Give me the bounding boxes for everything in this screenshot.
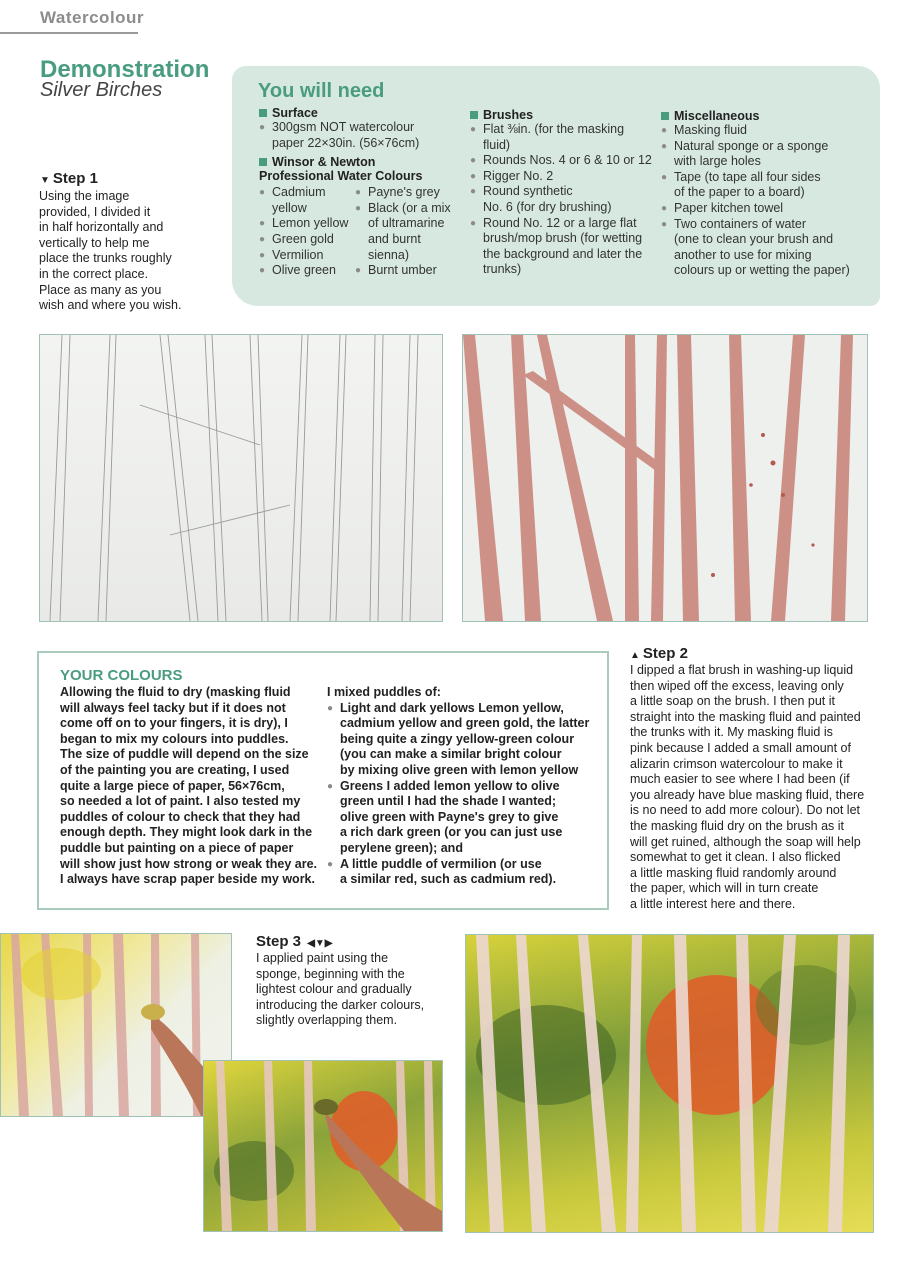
list-item: ● Rigger No. 2 [470,169,660,185]
you-will-need-title: You will need [258,80,385,102]
your-colours-title: YOUR COLOURS [60,667,183,684]
list-item [327,779,597,857]
list-item: ● Green gold [259,232,349,248]
section-divider [0,32,138,34]
step2-heading-text: Step 2 [642,645,688,662]
need-col-2 [470,108,660,278]
list-item: ● Natural sponge or a sponge with large holes [661,139,871,170]
surface-heading: Surface [259,106,469,120]
misc-heading: Miscellaneous [661,109,871,123]
step3-sponge-photo-2 [203,1060,443,1232]
step2-heading [630,645,688,662]
surface-list [259,120,469,151]
down-arrow-icon: ▼ [40,175,50,186]
up-arrow-icon: ▲ [630,650,640,661]
demo-subtitle: Silver Birches [40,79,163,101]
list-item: ● Rounds Nos. 4 or 6 & 10 or 12 [470,153,660,169]
list-item: ● Paper kitchen towel [661,201,871,217]
square-bullet-icon [470,111,478,119]
list-item: ● Flat ⅜in. (for the masking fluid) [470,122,660,153]
colours-list-a [259,185,349,279]
pink-trunks-illustration [463,335,867,621]
list-item: ● Two containers of water (one to clean your brush and another to use for mixing colours up or wetting the paper) [661,217,871,279]
bullet-text: I added lemon yellow to olive green until I had the shade I wanted; olive green with Payne's grey to give a rich dark green (or you can just use perylene green); and [340,778,563,855]
list-item: ● Tape (to tape all four sides of the paper to a board) [661,170,871,201]
square-bullet-icon [259,109,267,117]
square-bullet-icon [661,112,669,120]
list-item: ● Round synthetic No. 6 (for dry brushing) [470,184,660,215]
list-item: ● Round No. 12 or a large flat brush/mop brush (for wetting the background and later the trunks) [470,216,660,278]
list-item: ● Olive green [259,263,349,279]
demo-title: Demonstration [40,56,210,83]
step3-heading-text: Step 3 [256,933,302,950]
list-item: ● Black (or a mix of ultramarine and burnt sienna) [355,201,465,263]
list-item: ● Lemon yellow [259,216,349,232]
your-colours-text: Allowing the fluid to dry (masking fluid will always feel tacky but if it does not come off on to your fingers, it is dry), I began to mix my colours into puddles. The size of puddle will depend on the size of the painting you are creating, I used quite a large piece of paper, 56×76cm, so needed a lot of paint. I also tested my puddles of colour to check that they had enough depth. They might look dark in the puddle but painting on a piece of paper will show just how strong or weak they are. I always have scrap paper beside my work. [60,685,317,887]
bullet-label: A little puddle of vermilion [340,856,497,871]
step2-text: I dipped a flat brush in washing-up liquid then wiped off the excess, leaving only a little soap on the brush. I then put it straight into the masking fluid and painted the trunks with it. My masking fluid is pink because I added a small amount of alizarin crimson watercolour to make it much easier to see where I had been (if you already have blue masking fluid, there is no need to add more colour). Do not let the masking fluid dry on the brush as it will get ruined, although the soap will help somewhat to get it clean. I also flicked a little masking fluid randomly around the paper, which will in turn create a little interest here and there. [630,663,865,911]
list-item: ● Masking fluid [661,123,871,139]
step3-sponge-photo-1 [0,933,232,1117]
step1-heading [40,170,98,187]
step2-masking-photo [462,334,868,622]
colours-list-b [355,185,465,279]
square-bullet-icon [259,158,267,166]
step1-sketch-photo [39,334,443,622]
section-label: Watercolour [40,8,145,27]
list-item: ● Burnt umber [355,263,465,279]
colours-heading: Winsor & Newton Professional Water Colours [259,155,423,184]
need-col-3 [661,109,871,279]
list-item: ● Vermilion [259,248,349,264]
list-item: ● Cadmium yellow [259,185,349,216]
green-red-sponge-illustration [204,1061,442,1231]
autumn-birches-illustration [466,935,873,1232]
bullet-label: Light and dark yellows [340,700,475,715]
list-item: ● 300gsm NOT watercolour paper 22×30in. (56×76cm) [259,120,469,151]
step1-text: Using the image provided, I divided it in half horizontally and vertically to help me place the trunks roughly in the correct place. Place as many as you wish and where you wish. [39,189,182,313]
brushes-heading: Brushes [470,108,660,122]
yellow-sponge-illustration [1,934,231,1116]
puddles-list [327,701,597,888]
bullet-text: Lemon yellow, cadmium yellow and green gold, the latter being quite a zingy yellow-green colour (you can make a similar bright colour by mixing olive green with lemon yellow [340,700,590,777]
puddles-intro: I mixed puddles of: [327,685,441,699]
list-item [327,857,597,888]
colours-lists [259,183,469,278]
direction-arrows-icon: ◀▼▶ [307,938,333,949]
your-colours-right [327,685,597,888]
brushes-list [470,122,660,278]
pencil-trunks-illustration [40,335,442,621]
bullet-label: Greens [340,778,384,793]
list-item [327,701,597,779]
step3-result-photo [465,934,874,1233]
need-col-1 [259,106,469,278]
list-item: ● Payne's grey [355,185,465,201]
step3-heading [256,933,332,950]
step1-heading-text: Step 1 [52,170,98,187]
step3-text: I applied paint using the sponge, beginning with the lightest colour and gradually introducing the darker colours, slightly overlapping them. [256,951,425,1028]
bullet-text: (or use a similar red, such as cadmium red). [340,856,557,887]
misc-list [661,123,871,279]
